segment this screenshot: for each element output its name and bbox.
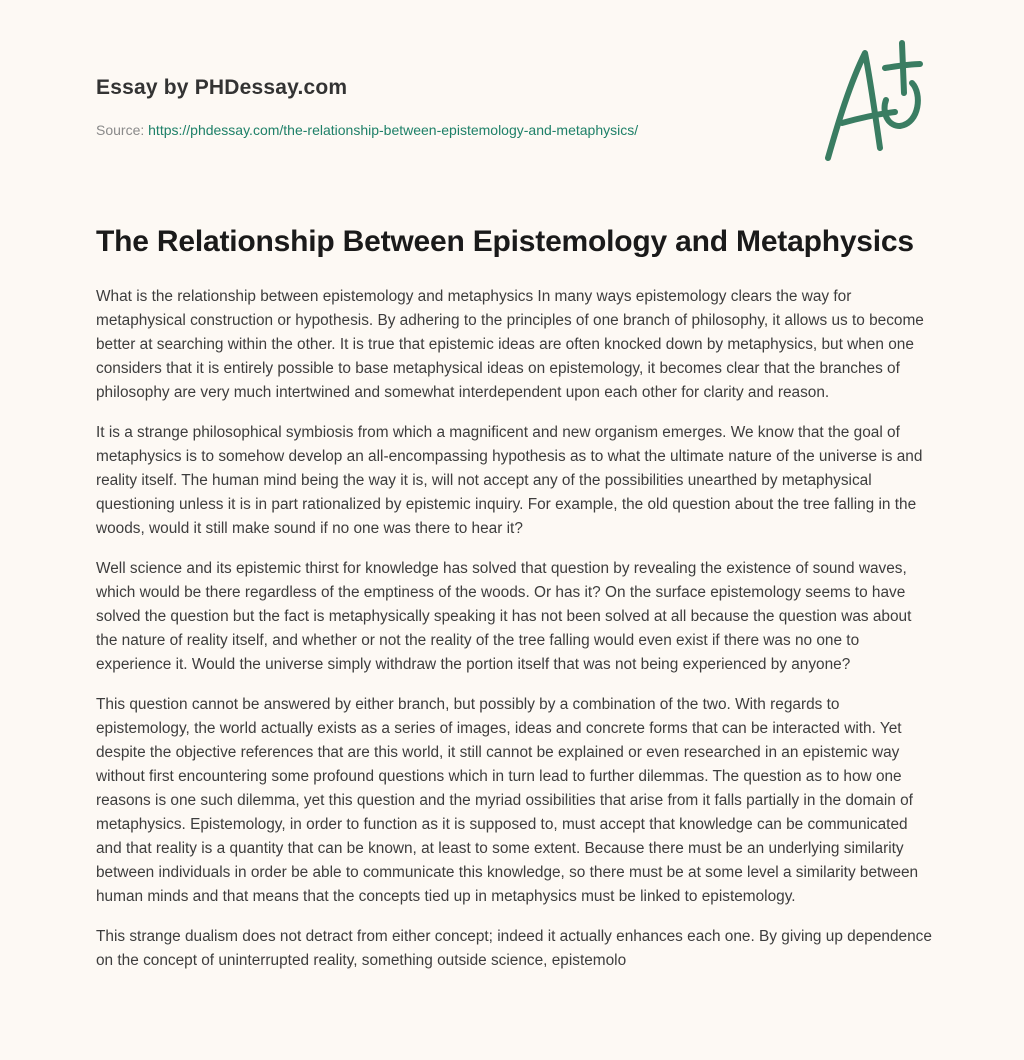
paragraph: What is the relationship between epistemology and metaphysics In many ways epistemology clears the way for metaphysical construction or hypothesis. By adhering to the principles of one branch of philosophy, it allows us to become better at searching within the other. It is true that epistemic ideas are often knocked down by metaphysics, but when one considers that it is entirely possible to base metaphysical ideas on epistemology, it becomes clear that the branches of philosophy are very much intertwined and somewhat interdependent upon each other for clarity and reason. xyxy=(96,288,924,401)
paragraph: Well science and its epistemic thirst for knowledge has solved that question by revealing the existence of sound waves, which would be there regardless of the emptiness of the woods. Or has it? On the surface epistemology seems to have solved the question but the fact is metaphysically speaking it has not been solved at all because the question was about the nature of reality itself, and whether or not the reality of the tree falling would even exist if there was no one to experience it. Would the universe simply withdraw the portion itself that was not being experienced by anyone? xyxy=(96,560,912,673)
site-title: Essay by PHDessay.com xyxy=(96,76,348,99)
article-title: The Relationship Between Epistemology and Metaphysics xyxy=(96,225,914,258)
source-link[interactable]: https://phdessay.com/the-relationship-between-epistemology-and-metaphysics/ xyxy=(148,122,639,138)
source-line xyxy=(96,122,638,138)
paragraph: It is a strange philosophical symbiosis from which a magnificent and new organism emerges. We know that the goal of metaphysics is to somehow develop an all-encompassing hypothesis as to what the ultimate nature of the universe is and reality itself. The human mind being the way it is, will not accept any of the possibilities unearthed by metaphysical questioning unless it is in part rationalized by epistemic inquiry. For example, the old question about the tree falling in the woods, would it still make sound if no one was there to hear it? xyxy=(96,424,923,537)
paragraph: This question cannot be answered by either branch, but possibly by a combination of the two. With regards to epistemology, the world actually exists as a series of images, ideas and concrete forms that can be interacted with. Yet despite the objective references that are this world, it still cannot be explained or even researched in an epistemic way without first encountering some profound questions which in turn lead to further dilemmas. The question as to how one reasons is one such dilemma, yet this question and the myriad ossibilities that arise from it falls partially in the domain of metaphysics. Epistemology, in order to function as it is supposed to, must accept that knowledge can be communicated and that reality is a quantity that can be known, at least to some extent. Because there must be an underlying similarity between individuals in order be able to communicate this knowledge, so there must be at some level a similarity between human minds and that means that the concepts tied up in metaphysics must be linked to epistemology. xyxy=(96,696,919,905)
a-plus-logo-icon xyxy=(820,38,930,163)
essay-header xyxy=(96,76,638,138)
article-body xyxy=(96,285,936,989)
paragraph: This strange dualism does not detract from either concept; indeed it actually enhances each one. By giving up dependence on the concept of uninterrupted reality, something outside science, epistemolo xyxy=(96,928,932,969)
source-label: Source: xyxy=(96,122,145,138)
